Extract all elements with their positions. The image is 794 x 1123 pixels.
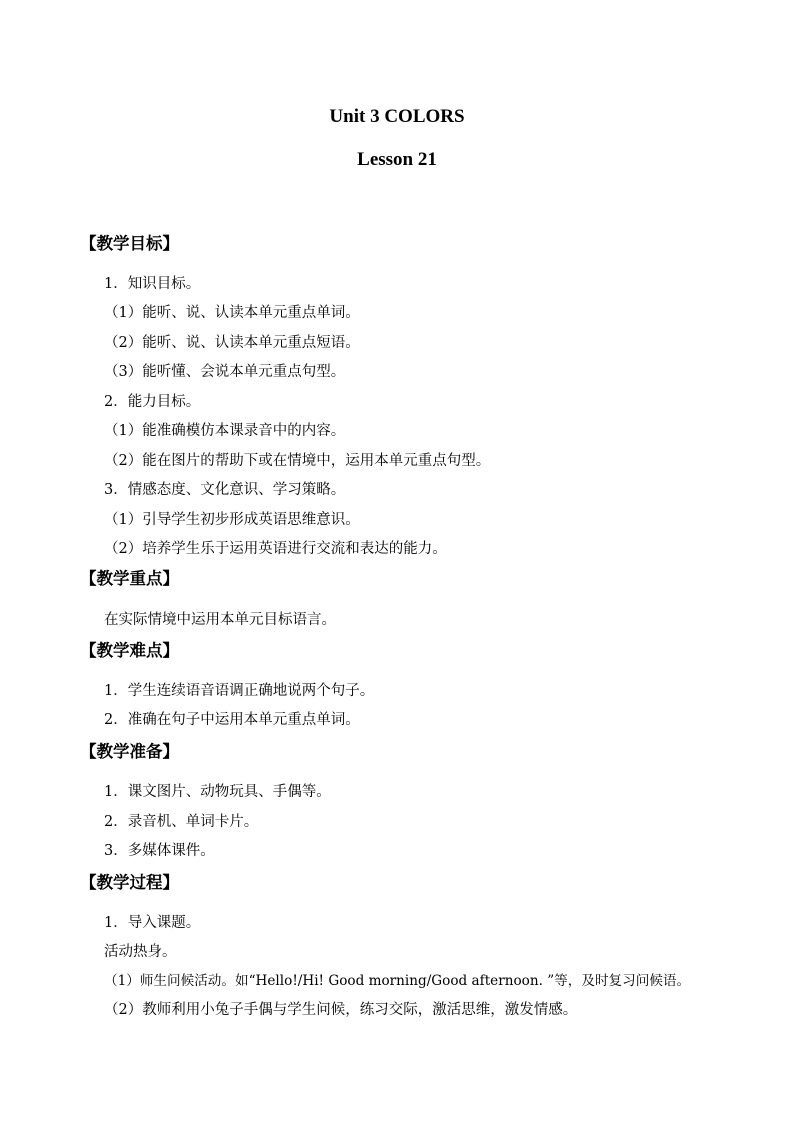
section-heading-preparation: 【教学准备】 [80, 742, 179, 761]
goals-line: 3．情感态度、文化意识、学习策略。 [104, 482, 346, 498]
process-line: （2）教师利用小兔子手偶与学生问候，练习交际，激活思维，激发情感。 [104, 1002, 578, 1018]
document-title: Unit 3 COLORS [329, 106, 465, 127]
process-line: 活动热身。 [104, 944, 177, 960]
goals-line: （1）引导学生初步形成英语思维意识。 [104, 512, 360, 528]
key-points-line: 在实际情境中运用本单元目标语言。 [104, 612, 336, 628]
section-heading-difficulties: 【教学难点】 [80, 641, 179, 660]
goals-line: 1．知识目标。 [104, 276, 201, 292]
goals-line: （1）能听、说、认读本单元重点单词。 [104, 305, 360, 321]
preparation-line: 2．录音机、单词卡片。 [104, 814, 259, 830]
goals-line: （2）能在图片的帮助下或在情境中，运用本单元重点句型。 [104, 453, 491, 469]
process-line: 1．导入课题。 [104, 915, 201, 931]
difficulties-line: 1．学生连续语音语调正确地说两个句子。 [104, 683, 375, 699]
goals-line: （2）培养学生乐于运用英语进行交流和表达的能力。 [104, 541, 447, 557]
preparation-line: 3．多媒体课件。 [104, 843, 215, 859]
goals-line: （1）能准确模仿本课录音中的内容。 [104, 423, 346, 439]
section-heading-goals: 【教学目标】 [80, 234, 179, 253]
preparation-line: 1．课文图片、动物玩具、手偶等。 [104, 784, 331, 800]
goals-line: 2．能力目标。 [104, 394, 201, 410]
document-subtitle: Lesson 21 [357, 149, 437, 170]
section-heading-key-points: 【教学重点】 [80, 569, 179, 588]
goals-line: （3）能听懂、会说本单元重点句型。 [104, 364, 346, 380]
difficulties-line: 2．准确在句子中运用本单元重点单词。 [104, 712, 360, 728]
process-line: （1）师生问候活动。如“Hello!/Hi! Good morning/Good afternoon. ”等，及时复习问候语。 [104, 973, 691, 989]
goals-line: （2）能听、说、认读本单元重点短语。 [104, 335, 360, 351]
section-heading-process: 【教学过程】 [80, 873, 179, 892]
